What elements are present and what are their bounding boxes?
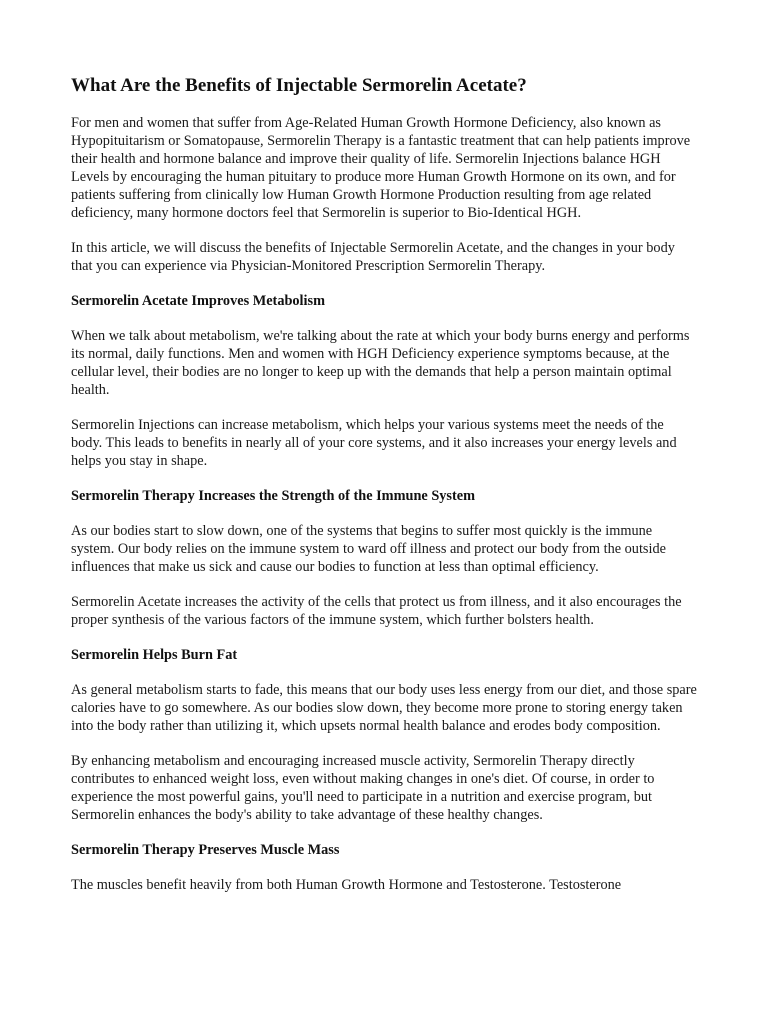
heading-burn-fat: Sermorelin Helps Burn Fat xyxy=(71,647,238,663)
paragraph-muscle-1: The muscles benefit heavily from both Human Growth Hormone and Testosterone. Testosterone xyxy=(71,877,622,893)
paragraph-fat-2: By enhancing metabolism and encouraging increased muscle activity, Sermorelin Therapy directly contributes to enhanced weight loss, even without making changes in one's diet. Of course, in order to experience the most powerful gains, you'll need to participate in a nutrition and exercise program, but Sermorelin enhances the body's ability to take advantage of these healthy changes. xyxy=(71,753,655,823)
paragraph-article-overview: In this article, we will discuss the benefits of Injectable Sermorelin Acetate, and the changes in your body that you can experience via Physician-Monitored Prescription Sermorelin Therapy. xyxy=(71,240,675,274)
document-title: What Are the Benefits of Injectable Sermorelin Acetate? xyxy=(71,75,527,96)
paragraph-fat-1: As general metabolism starts to fade, this means that our body uses less energy from our diet, and those spare calories have to go somewhere. As our bodies slow down, they become more prone to storing energy taken into the body rather than utilizing it, which upsets normal health balance and erodes body composition. xyxy=(71,682,697,734)
paragraph-immune-2: Sermorelin Acetate increases the activity of the cells that protect us from illness, and it also encourages the proper synthesis of the various factors of the immune system, which further bolsters health. xyxy=(71,594,682,628)
paragraph-metabolism-1: When we talk about metabolism, we're talking about the rate at which your body burns energy and performs its normal, daily functions. Men and women with HGH Deficiency experience symptoms because, at the cellular level, their bodies are no longer to keep up with the demands that help a person maintain optimal health. xyxy=(71,328,690,398)
document-page xyxy=(71,74,697,911)
paragraph-metabolism-2: Sermorelin Injections can increase metabolism, which helps your various systems meet the needs of the body. This leads to benefits in nearly all of your core systems, and it also increases your energy levels and helps you stay in shape. xyxy=(71,417,677,469)
heading-immune-system: Sermorelin Therapy Increases the Strength of the Immune System xyxy=(71,488,475,504)
heading-metabolism: Sermorelin Acetate Improves Metabolism xyxy=(71,293,325,309)
paragraph-immune-1: As our bodies start to slow down, one of the systems that begins to suffer most quickly is the immune system. Our body relies on the immune system to ward off illness and protect our body from the outside influences that make us sick and cause our bodies to function at less than optimal efficiency. xyxy=(71,523,666,575)
paragraph-intro: For men and women that suffer from Age-Related Human Growth Hormone Deficiency, also known as Hypopituitarism or Somatopause, Sermorelin Therapy is a fantastic treatment that can help patients improve their health and hormone balance and improve their quality of life. Sermorelin Injections balance HGH Levels by encouraging the human pituitary to produce more Human Growth Hormone on its own, and for patients suffering from clinically low Human Growth Hormone Production resulting from age related deficiency, many hormone doctors feel that Sermorelin is superior to Bio-Identical HGH. xyxy=(71,115,691,221)
heading-muscle-mass: Sermorelin Therapy Preserves Muscle Mass xyxy=(71,842,340,858)
